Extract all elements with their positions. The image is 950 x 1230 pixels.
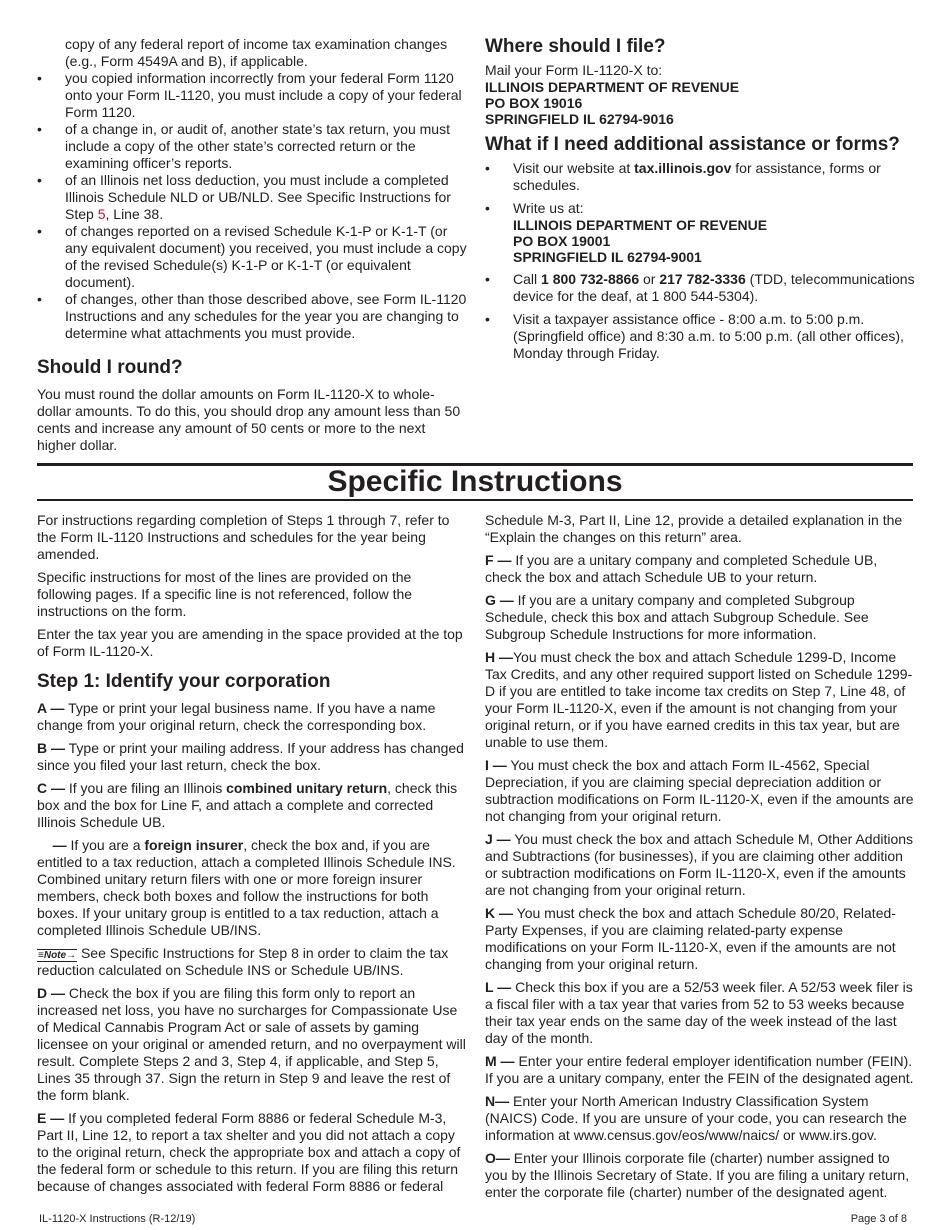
list-item: • of a change in, or audit of, another state’s tax return, you must include a copy of the other state’s corrected return or the examining officer’s reports. xyxy=(37,121,450,171)
bullet-icon: • xyxy=(485,271,490,287)
bullet-icon: • xyxy=(485,160,490,176)
note-icon: ≡Note→ xyxy=(38,950,77,961)
right-bottom-column xyxy=(485,512,915,1207)
step-link[interactable]: 5 xyxy=(97,206,106,222)
list-item: • of changes, other than those described above, see Form IL-1120 Instructions and any schedules for the year you are changing to determine what attachments you must provide. xyxy=(37,291,467,341)
assist-heading: What if I need additional assistance or forms? xyxy=(485,134,900,155)
left-bottom-column xyxy=(37,512,467,1201)
item-k: K — You must check the box and attach Schedule 80/20, Related-Party Expenses, if you are claiming related-party expense modifications on your Form IL-1120-X, even if the amounts are not changing from your original return. xyxy=(485,905,896,972)
item-d: D — Check the box if you are filing this form only to report an increased net loss, you have no surcharges for Compassionate Use of Medical Cannabis Program Act or sale of assets by gaming licensee on your original or amended return, and no overpayment will result. Complete Steps 2 and 3, Step 4, if applicable, and Step 5, Lines 35 through 37. Sign the return in Step 9 and leave the rest of the form blank. xyxy=(37,985,466,1103)
item-c: C — If you are filing an Illinois combined unitary return, check this box and the box for Line F, and attach a complete and corrected Illinois Schedule UB. xyxy=(37,780,458,830)
intro-paragraph: Specific instructions for most of the lines are provided on the following pages. If a specific line is not referenced, follow the instructions on the form. xyxy=(37,569,413,619)
item-i: I — You must check the box and attach Form IL-4562, Special Depreciation, if you are claiming special depreciation addition or subtraction modifications on Form IL-1120-X, even if the amounts are not changing from your original return. xyxy=(485,757,914,824)
list-item: • of changes reported on a revised Schedule K-1-P or K-1-T (or any equivalent document) you received, you must include a copy of the revised Schedule(s) K-1-P or K-1-T (or equivalent document). xyxy=(37,223,467,290)
left-top-column xyxy=(37,36,467,460)
item-c-insurer: — If you are a foreign insurer, check the box and, if you are entitled to a tax reduction, attach a completed Illinois Schedule INS. Combined unitary return filers with one or more foreign insurer members, check both boxes and follow the instructions for both boxes. If your unitary group is entitled to a tax reduction, attach a completed Illinois Schedule UB/INS. xyxy=(37,837,456,938)
list-item: • Write us at: ILLINOIS DEPARTMENT OF REVENUE PO BOX 19001 SPRINGFIELD IL 62794-9001 xyxy=(485,200,915,265)
item-m: M — Enter your entire federal employer identification number (FEIN). If you are a unitary company, enter the FEIN of the designated agent. xyxy=(485,1053,914,1086)
item-e-continued: Schedule M-3, Part II, Line 12, provide a detailed explanation in the “Explain the changes on this return” area. xyxy=(485,512,903,545)
title-bottom-rule xyxy=(37,499,913,501)
bullet-icon: • xyxy=(37,223,42,239)
footer-page-number: Page 3 of 8 xyxy=(850,1213,907,1225)
item-b: B — Type or print your mailing address. If your address has changed since you filed your last return, check the box. xyxy=(37,740,464,773)
item-n: N— Enter your North American Industry Classification System (NAICS) Code. If you are unsure of your code, you can research the information at www.census.gov/eos/www/naics/ or www.irs.gov. xyxy=(485,1093,907,1143)
item-a: A — Type or print your legal business name. If you have a name change from your original return, check the corresponding box. xyxy=(37,700,436,733)
intro-paragraph: For instructions regarding completion of Steps 1 through 7, refer to the Form IL-1120 Instructions and schedules for the year being amended. xyxy=(37,512,450,562)
attachment-list xyxy=(37,70,467,342)
mail-intro: Mail your Form IL-1120-X to: xyxy=(485,62,663,78)
phone-number: 217 782-3336 xyxy=(659,271,746,287)
bullet-icon: • xyxy=(37,70,42,86)
intro-paragraph: Enter the tax year you are amending in the space provided at the top of Form IL-1120-X. xyxy=(37,626,463,659)
item-l: L — Check this box if you are a 52/53 week filer. A 52/53 week filer is a fiscal filer with a tax year that varies from 52 to 53 weeks because their tax year ends on the same day of the week instead of the last day of the month. xyxy=(485,979,913,1046)
file-heading: Where should I file? xyxy=(485,36,666,57)
item-g: G — If you are a unitary company and completed Subgroup Schedule, check this box and attach Subgroup Schedule. See Subgroup Schedule Instructions for more information. xyxy=(485,592,869,642)
bullet-icon: • xyxy=(485,200,490,216)
page-title: Specific Instructions xyxy=(327,465,623,498)
item-h: H —You must check the box and attach Schedule 1299-D, Income Tax Credits, and any other required support listed on Schedule 1299-D if you are entitled to take income tax credits on Step 7, Line 48, of your Form IL-1120-X, even if the amount is not changing from your original return, or if you have earned credits in this tax year, but are unable to use them. xyxy=(485,649,913,750)
step1-heading: Step 1: Identify your corporation xyxy=(37,671,331,692)
list-item: • you copied information incorrectly from your federal Form 1120 onto your Form IL-1120, you must include a copy of your federal Form 1120. xyxy=(37,70,462,120)
list-item: • of an Illinois net loss deduction, you must include a completed Illinois Schedule NLD or UB/NLD. See Specific Instructions for Step 5, Line 38. xyxy=(37,172,451,222)
list-item: • Visit our website at tax.illinois.gov for assistance, forms or schedules. xyxy=(485,160,881,193)
website-link[interactable]: tax.illinois.gov xyxy=(634,160,732,176)
footer-form-id: IL-1120-X Instructions (R-12/19) xyxy=(39,1213,196,1225)
bullet-icon: • xyxy=(485,311,490,327)
write-address: ILLINOIS DEPARTMENT OF REVENUE PO BOX 19001 SPRINGFIELD IL 62794-9001 xyxy=(513,217,768,265)
item-e: E — If you completed federal Form 8886 or federal Schedule M-3, Part II, Line 12, to report a tax shelter and you did not attach a copy to the original return, check the appropriate box and attach a copy of the federal form or schedule to this return. If you are filing this return because of changes associated with federal Form 8886 or federal xyxy=(37,1110,461,1194)
round-heading: Should I round? xyxy=(37,357,183,378)
continuation-text: copy of any federal report of income tax examination changes (e.g., Form 4549A and B), if applicable. xyxy=(65,36,448,69)
note-paragraph: ≡Note→ See Specific Instructions for Step 8 in order to claim the tax reduction calculated on Schedule INS or Schedule UB/INS. xyxy=(37,945,449,978)
item-o: O— Enter your Illinois corporate file (charter) number assigned to you by the Illinois Secretary of State. If you are filing a unitary return, enter the corporate file (charter) number of the designated agent. xyxy=(485,1150,910,1200)
bullet-icon: • xyxy=(37,121,42,137)
list-item: • Visit a taxpayer assistance office - 8:00 a.m. to 5:00 p.m. (Springfield office) and 8:30 a.m. to 5:00 p.m. (all other offices), Monday through Friday. xyxy=(485,311,904,361)
assist-list xyxy=(485,160,915,362)
phone-number: 1 800 732-8866 xyxy=(541,271,640,287)
list-item: • Call 1 800 732-8866 or 217 782-3336 (TDD, telecommunications device for the deaf, at 1 800 544-5304). xyxy=(485,271,915,304)
item-j: J — You must check the box and attach Schedule M, Other Additions and Subtractions (for businesses), if you are claiming other addition or subtraction modifications on Form IL-1120-X, even if the amounts are not changing from your original return. xyxy=(485,831,914,898)
round-text: You must round the dollar amounts on Form IL-1120-X to whole-dollar amounts. To do this, you should drop any amount less than 50 cents and increase any amount of 50 cents or more to the next higher dollar. xyxy=(37,386,461,453)
bullet-icon: • xyxy=(37,291,42,307)
right-top-column xyxy=(485,36,915,368)
mail-address: ILLINOIS DEPARTMENT OF REVENUE PO BOX 19016 SPRINGFIELD IL 62794-9016 xyxy=(485,79,740,127)
item-f: F — If you are a unitary company and completed Schedule UB, check the box and attach Schedule UB to your return. xyxy=(485,552,878,585)
bullet-icon: • xyxy=(37,172,42,188)
